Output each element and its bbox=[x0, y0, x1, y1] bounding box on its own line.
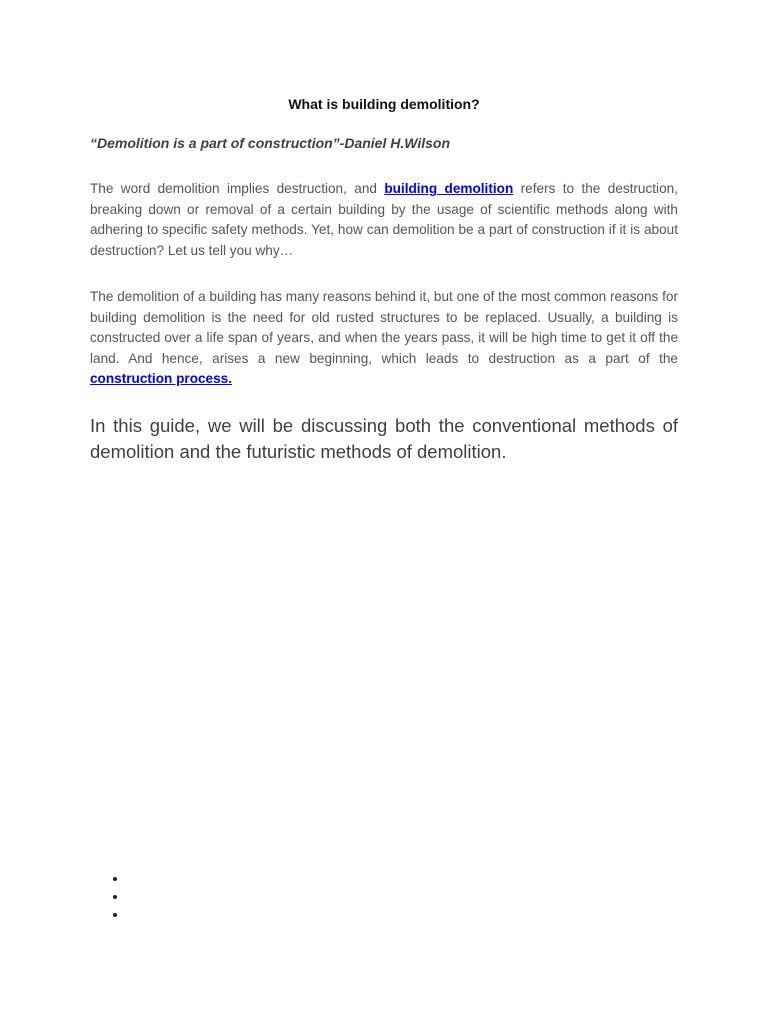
quote-text: “Demolition is a part of construction”-Daniel H.Wilson bbox=[90, 135, 451, 151]
empty-bullet-list bbox=[105, 870, 145, 924]
list-item bbox=[105, 906, 145, 924]
building-demolition-link[interactable]: building demolition bbox=[384, 181, 514, 196]
reasons-text: The demolition of a building has many reasons behind it, but one of the most common reasons for building demolition is the need for old rusted structures to be replaced. Usually, a building is constructed over a life span of years, and when the years pass, it will be high time to get it off the land. And hence, arises a new beginning, which leads to destruction as a part of the bbox=[90, 289, 678, 366]
intro-text-before-link: The word demolition implies destruction, and bbox=[90, 181, 385, 196]
intro-paragraph bbox=[90, 179, 678, 261]
intro-text-after-link: refers to the destruction, breaking down or removal of a certain building by the usage of scientific methods along with adhering to specific safety methods. Yet, how can demolition be a part of construction if it is about destruction? Let us tell you why… bbox=[90, 181, 678, 258]
list-item bbox=[105, 888, 145, 906]
list-item bbox=[105, 870, 145, 888]
construction-process-link[interactable]: construction process. bbox=[90, 371, 233, 387]
reasons-paragraph bbox=[90, 287, 678, 390]
page-title: What is building demolition? bbox=[288, 96, 480, 112]
guide-paragraph: In this guide, we will be discussing both the conventional methods of demolition and the futuristic methods of demolition. bbox=[90, 415, 678, 462]
